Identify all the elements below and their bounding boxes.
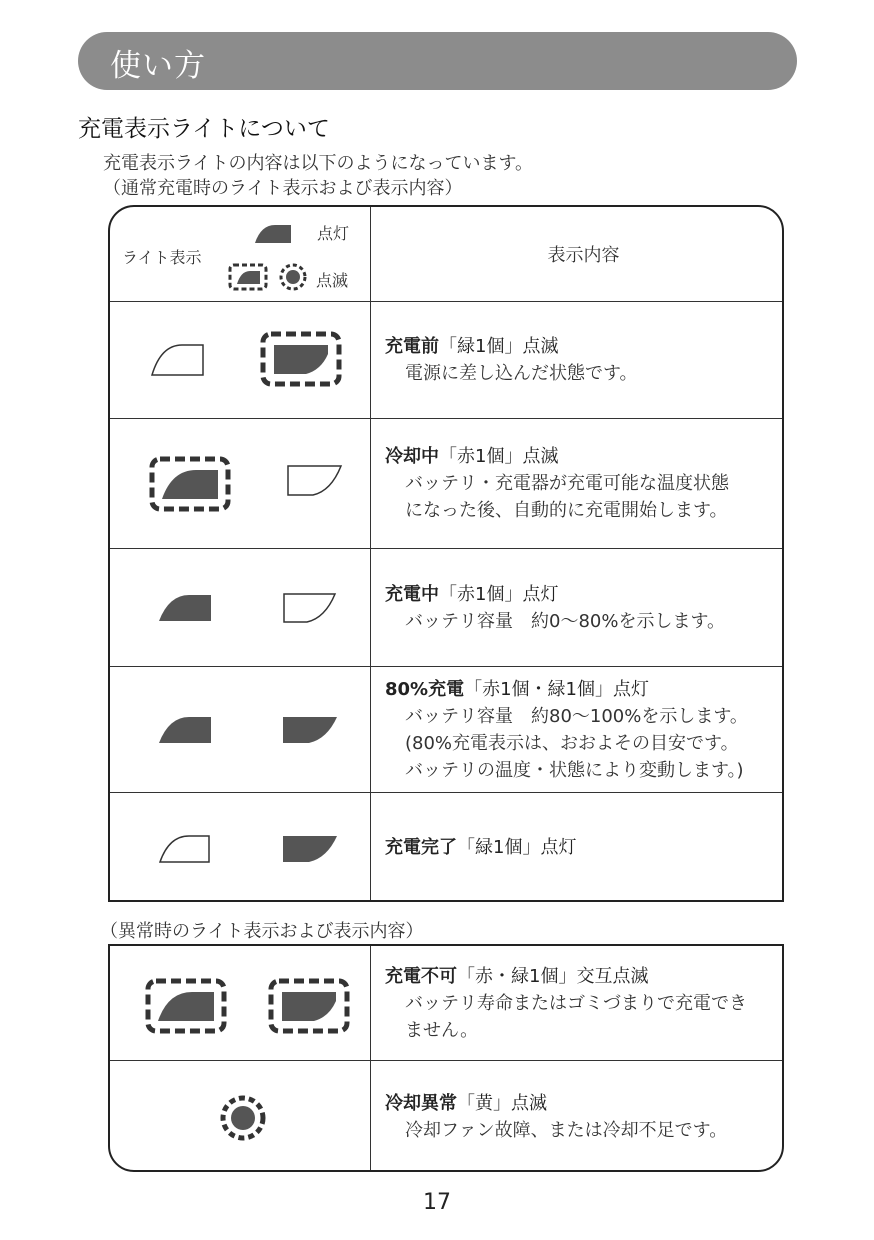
status-title: 充電不可 bbox=[385, 965, 457, 987]
red-lamp-outline-icon bbox=[157, 833, 213, 865]
desc-cell bbox=[371, 793, 782, 902]
legend-on-label: 点灯 bbox=[317, 224, 350, 243]
status-detail: 「黄」点滅 bbox=[457, 1092, 547, 1114]
table-row bbox=[110, 946, 782, 1060]
green-lamp-outline-icon bbox=[285, 463, 345, 499]
status-title: 冷却中 bbox=[385, 446, 439, 467]
red-lamp-blinking-icon bbox=[148, 455, 232, 513]
desc-cell bbox=[371, 946, 782, 1060]
light-cell bbox=[110, 667, 371, 792]
status-title: 80%充電 bbox=[385, 678, 465, 700]
section-heading: 充電表示ライトについて bbox=[78, 116, 330, 142]
status-heading bbox=[385, 963, 782, 990]
desc-line: バッテリの温度・状態により変動します。) bbox=[405, 759, 744, 781]
red-lamp-solid-icon bbox=[157, 593, 213, 623]
status-detail: 「赤1個・緑1個」点灯 bbox=[464, 678, 649, 700]
status-detail: 「赤1個」点灯 bbox=[439, 583, 559, 605]
status-detail: 「赤・緑1個」交互点滅 bbox=[457, 965, 649, 987]
desc-line: バッテリ容量 約80～100%を示します。 bbox=[405, 705, 748, 727]
table-row bbox=[110, 666, 782, 792]
table-row bbox=[110, 1060, 782, 1172]
green-lamp-solid-icon bbox=[281, 715, 339, 745]
legend-blinking-round-icon bbox=[278, 262, 308, 292]
desc-cell bbox=[371, 667, 782, 792]
red-lamp-outline-icon bbox=[149, 342, 207, 378]
green-lamp-outline-icon bbox=[281, 591, 339, 625]
intro-text bbox=[103, 151, 533, 201]
status-title: 充電完了 bbox=[385, 837, 457, 858]
table-row bbox=[110, 418, 782, 548]
header-light-cell bbox=[110, 207, 371, 301]
desc-cell bbox=[371, 549, 782, 666]
intro-line-1: 充電表示ライトの内容は以下のようになっています。 bbox=[103, 153, 534, 174]
green-lamp-blinking-icon bbox=[267, 977, 351, 1035]
status-detail: 「赤1個」点滅 bbox=[439, 446, 559, 467]
status-heading bbox=[385, 333, 782, 360]
status-title: 充電中 bbox=[385, 583, 439, 605]
section-banner bbox=[78, 32, 797, 90]
status-title: 充電前 bbox=[385, 336, 439, 357]
header-light-label: ライト表示 bbox=[122, 248, 202, 267]
light-cell bbox=[110, 549, 371, 666]
page-title: 使い方 bbox=[110, 48, 206, 84]
status-heading bbox=[385, 581, 782, 608]
desc-line: バッテリ・充電器が充電可能な温度状態 bbox=[405, 473, 729, 494]
desc-line: ません。 bbox=[405, 1019, 479, 1041]
intro-line-2: （通常充電時のライト表示および表示内容） bbox=[103, 178, 463, 199]
table-row bbox=[110, 301, 782, 418]
legend-blink-label: 点滅 bbox=[316, 271, 349, 290]
light-cell bbox=[110, 419, 371, 548]
status-detail: 「緑1個」点灯 bbox=[457, 837, 577, 858]
abnormal-caption: （異常時のライト表示および表示内容） bbox=[100, 921, 424, 942]
light-cell bbox=[110, 302, 371, 418]
status-detail: 「緑1個」点滅 bbox=[439, 336, 559, 357]
desc-line: になった後、自動的に充電開始します。 bbox=[405, 500, 728, 521]
green-lamp-solid-icon bbox=[281, 834, 339, 864]
legend-solid-lamp-icon bbox=[253, 223, 293, 245]
status-heading bbox=[385, 834, 782, 861]
desc-line: バッテリ寿命またはゴミづまりで充電でき bbox=[405, 992, 747, 1014]
desc-cell bbox=[371, 419, 782, 548]
desc-line: バッテリ容量 約0～80%を示します。 bbox=[405, 610, 726, 632]
status-title: 冷却異常 bbox=[385, 1092, 457, 1114]
green-lamp-blinking-icon bbox=[259, 330, 343, 388]
light-cell bbox=[110, 946, 371, 1060]
table-header-row bbox=[110, 207, 782, 301]
desc-cell bbox=[371, 302, 782, 418]
status-heading bbox=[385, 443, 782, 470]
desc-line: 電源に差し込んだ状態です。 bbox=[405, 363, 638, 384]
status-heading bbox=[385, 676, 782, 703]
desc-cell bbox=[371, 1061, 782, 1172]
light-cell bbox=[110, 793, 371, 902]
table-row bbox=[110, 792, 782, 902]
red-lamp-solid-icon bbox=[157, 715, 213, 745]
page-number: 17 bbox=[423, 1190, 451, 1215]
light-cell bbox=[110, 1061, 371, 1172]
yellow-lamp-blinking-icon bbox=[218, 1093, 268, 1143]
legend-blinking-lamp-icon bbox=[228, 263, 268, 291]
table-row bbox=[110, 548, 782, 666]
header-desc-cell bbox=[371, 207, 782, 301]
red-lamp-blinking-icon bbox=[144, 977, 228, 1035]
desc-line: 冷却ファン故障、または冷却不足です。 bbox=[405, 1119, 728, 1141]
status-heading bbox=[385, 1090, 782, 1117]
desc-line: (80%充電表示は、おおよその目安です。 bbox=[405, 732, 739, 754]
header-desc-label: 表示内容 bbox=[547, 245, 620, 266]
normal-indicator-table bbox=[108, 205, 784, 902]
abnormal-indicator-table bbox=[108, 944, 784, 1172]
